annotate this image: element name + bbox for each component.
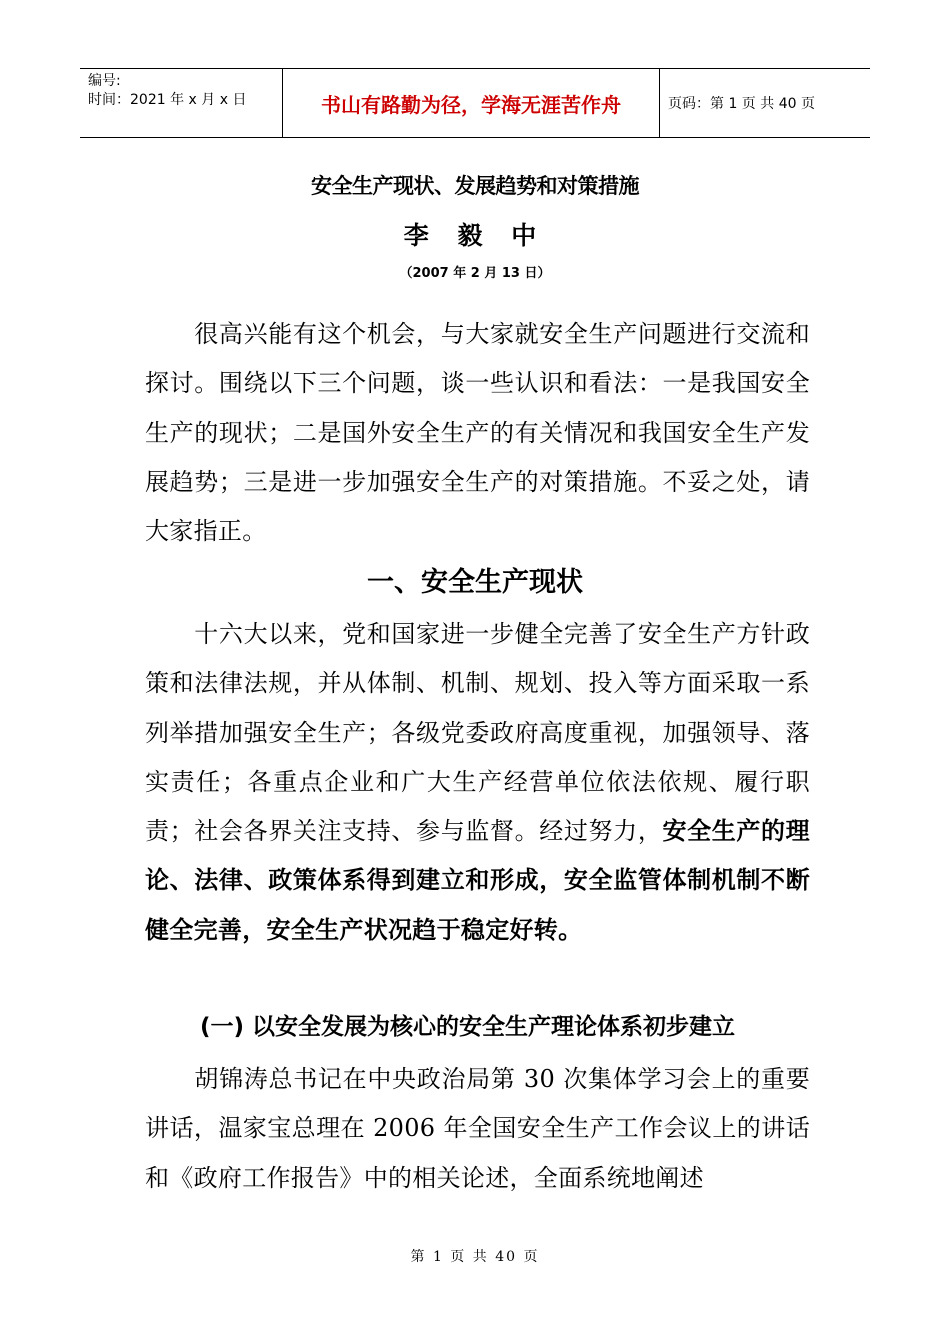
page-footer: 第 1 页 共 40 页 (410, 1249, 540, 1265)
intro-paragraph: 很高兴能有这个机会，与大家就安全生产问题进行交流和探讨。围绕以下三个问题，谈一些认识和看法：一是我国安全生产的现状；二是国外安全生产的有关情况和我国安全生产发展趋势；三是进一步加强安全生产的对策措施。不妥之处，请大家指正。 (145, 320, 810, 546)
section-1-bold-text: 安全生产的理论、法律、政策体系得到建立和形成，安全监管体制机制不断健全完善，安全生产状况趋于稳定好转。 (145, 817, 810, 944)
section-heading-1: 一、安全生产现状 (367, 567, 583, 598)
subsection-heading-1: (一) 以安全发展为核心的安全生产理论体系初步建立 (200, 1014, 736, 1040)
page-header (80, 68, 870, 138)
subsection-1-paragraph: 胡锦涛总书记在中央政治局第 30 次集体学习会上的重要讲话，温家宝总理在 2006 年全国安全生产工作会议上的讲话和《政府工作报告》中的相关论述，全面系统地阐述 (145, 1065, 810, 1192)
document-date: （2007 年 2 月 13 日） (399, 266, 551, 281)
header-page-info: 页码：第 1 页 共 40 页 (668, 96, 815, 112)
section-1-paragraph (145, 610, 810, 955)
header-motto: 书山有路勤为径，学海无涯苦作舟 (282, 69, 660, 137)
header-meta (80, 69, 282, 137)
time-label: 时间：2021 年 x 月 x 日 (88, 92, 247, 108)
document-title: 安全生产现状、发展趋势和对策措施 (311, 174, 639, 198)
section-1-text: 十六大以来，党和国家进一步健全完善了安全生产方针政策和法律法规，并从体制、机制、规划、投入等方面采取一系列举措加强安全生产；各级党委政府高度重视，加强领导、落实责任；各重点企业和广大生产经营单位依法依规、履行职责；社会各界关注支持、参与监督。经过努力， (145, 620, 810, 846)
number-label: 编号: (88, 73, 121, 89)
document-author: 李 毅 中 (403, 221, 547, 250)
